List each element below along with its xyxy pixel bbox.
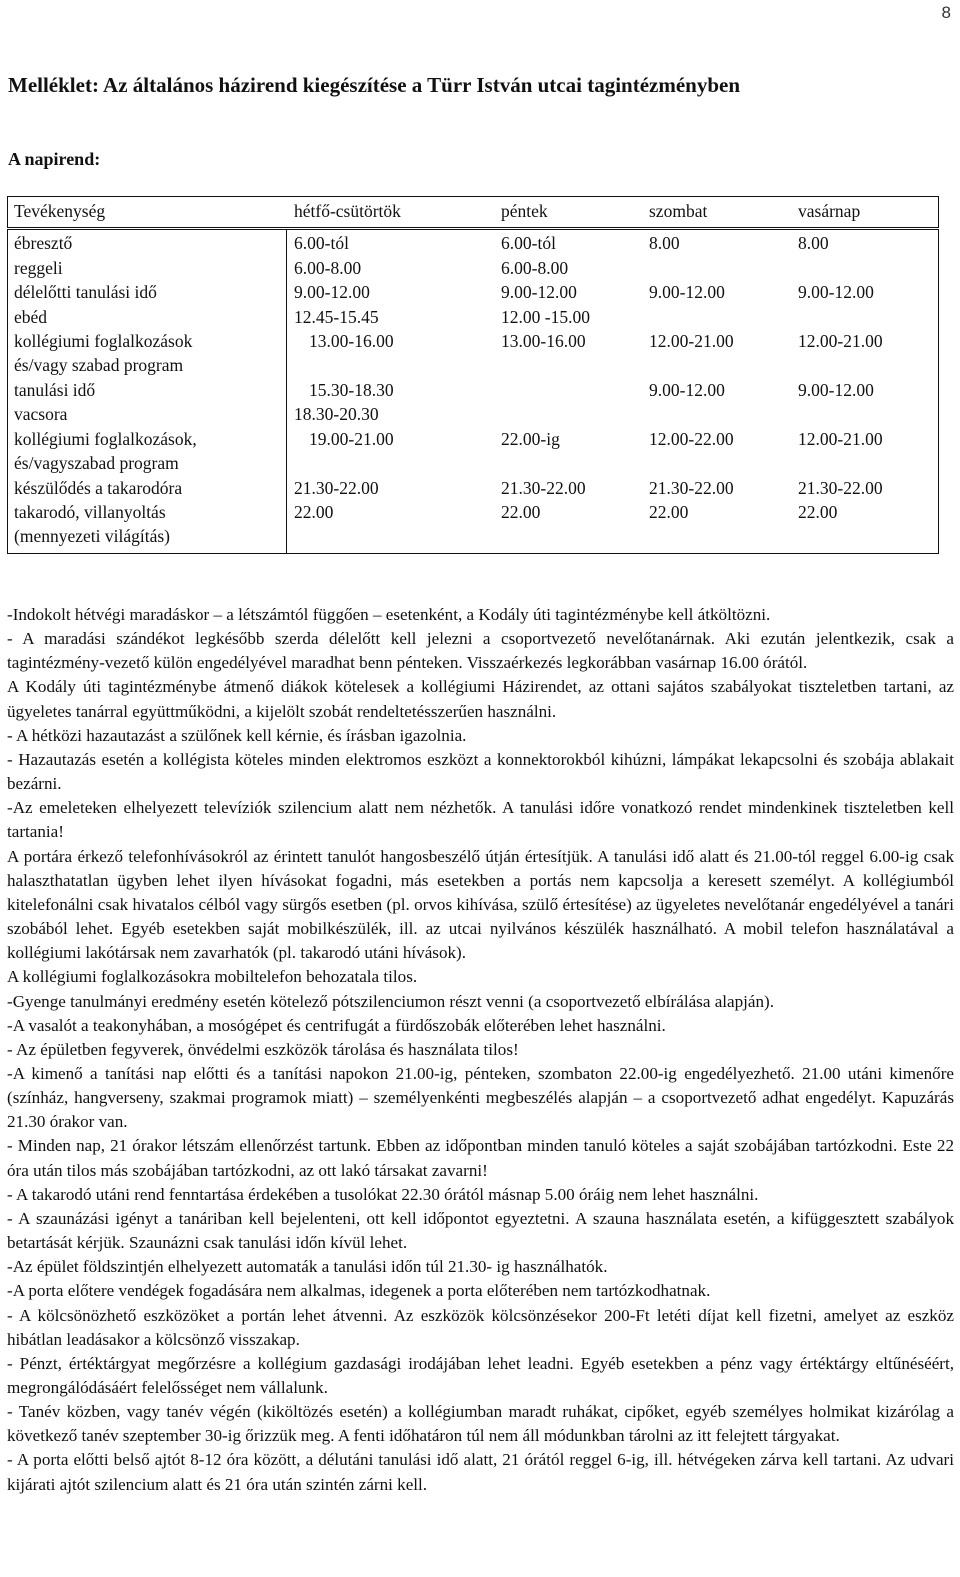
cell-saturday: 12.00-22.00 — [649, 429, 734, 449]
column-divider — [286, 230, 287, 553]
rule-paragraph: -Gyenge tanulmányi eredmény esetén kötelező pótszilenciumon részt venni (a csoportvezető elbírálása alapján). — [7, 991, 775, 1011]
rule-paragraph: - Pénzt, értéktárgyat megőrzésre a kollégium gazdasági irodájában lehet leadni. Egyéb esetekben a pénz vagy értéktárgy eltűnéséért, megrongálódásáért felelősséget nem vállalunk. — [7, 1353, 954, 1397]
rule-paragraph: A portára érkező telefonhívásokról az érintett tanulót hangosbeszélő útján értesítjük. A tanulási idő alatt és 21.00-tól reggel 6.00-ig csak halaszthatatlan ügyben lehet ilyen hívásokat fogadni, más esetekben a portás nem kapcsolja a keresett személyt. A kollégiumból kitelefonálni csak hivatalos célból vagy sürgős esetben (pl. orvos kihívása, szülő értesítése) az ügyeletes nevelőtanár engedélyével a tanári szobából lehet. Egyéb esetekben saját mobilkészülék, ill. az utcai nyilvános készülék használható. A mobil telefon használatával a kollégiumi lakótársak nem zavarhatók (pl. takarodó utáni hívások). — [7, 846, 954, 963]
rule-paragraph: A Kodály úti tagintézménybe átmenő diákok kötelesek a kollégiumi Házirendet, az ottani sajátos szabályokat tiszteletben tartani, az ügyeletes tanárral együttműködni, a kijelölt szobát rendeltetésszerűen használni. — [7, 677, 954, 721]
cell-activity: reggeli — [14, 258, 63, 278]
rule-paragraph: - Minden nap, 21 órakor létszám ellenőrzést tartunk. Ebben az időpontban minden tanuló köteles a saját szobájában tartózkodni. Este 22 óra után tilos más szobájában tartózkodni, az ott lakó társakat zavarni! — [7, 1136, 954, 1180]
cell-saturday: 9.00-12.00 — [649, 282, 725, 302]
cell-activity: készülődés a takarodóra — [14, 478, 183, 498]
schedule-body — [7, 229, 939, 554]
rule-paragraph: - Az épületben fegyverek, önvédelmi eszközök tárolása és használata tilos! — [7, 1039, 519, 1059]
rule-paragraph: -A kimenő a tanítási nap előtti és a tanítási napokon 21.00-ig, pénteken, szombaton 22.00-ig engedélyezhető. 21.00 utáni kimenőre (színház, hangverseny, szakmai programok miatt) – személyenkénti megbeszélés alapján – a csoportvezető adhat engedélyt. Kapuzárás 21.30 órakor van. — [7, 1063, 954, 1132]
schedule-table — [7, 196, 939, 546]
cell-friday: 21.30-22.00 — [501, 478, 586, 498]
rule-paragraph: - A hétközi hazautazást a szülőnek kell kérnie, és írásban igazolnia. — [7, 725, 467, 745]
header-mon-thu: hétfő-csütörtök — [294, 201, 401, 221]
cell-friday: 6.00-tól — [501, 233, 556, 253]
cell-sunday: 8.00 — [798, 233, 829, 253]
cell-friday: 6.00-8.00 — [501, 258, 569, 278]
rule-paragraph: - Hazautazás esetén a kollégista köteles minden elektromos eszközt a konnektorokból kihúzni, lámpákat lekapcsolni és szobája ablakait bezárni. — [7, 749, 954, 794]
rule-paragraph: -Indokolt hétvégi maradáskor – a létszámtól függően – esetenként, a Kodály úti tagintézménybe kell átköltözni. — [7, 605, 771, 624]
rules-text — [7, 603, 954, 1497]
cell-friday: 22.00 — [501, 502, 541, 522]
rule-paragraph: -A porta előtere vendégek fogadására nem alkalmas, idegenek a porta előterében nem tartózkodhatnak. — [7, 1281, 711, 1301]
cell-mon-thu: 13.00-16.00 — [309, 331, 394, 351]
cell-activity: takarodó, villanyoltás — [14, 502, 166, 522]
cell-mon-thu: 22.00 — [294, 502, 334, 522]
cell-mon-thu: 9.00-12.00 — [294, 282, 370, 302]
cell-friday: 22.00-ig — [501, 429, 560, 449]
page-number: 8 — [941, 3, 951, 22]
rule-paragraph: - A takarodó utáni rend fenntartása érdekében a tusolókat 22.30 órától másnap 5.00 óráig nem lehet használni. — [7, 1184, 759, 1204]
header-saturday: szombat — [649, 201, 708, 221]
cell-activity: és/vagy szabad program — [14, 355, 184, 375]
schedule-header-row — [7, 196, 939, 228]
cell-activity: ébresztő — [14, 233, 73, 253]
rule-paragraph: -A vasalót a teakonyhában, a mosógépet és centrifugát a fürdőszobák előterében lehet használni. — [7, 1015, 666, 1035]
cell-activity: tanulási idő — [14, 380, 96, 400]
cell-saturday: 22.00 — [649, 502, 689, 522]
rule-paragraph: - A szaunázási igényt a tanáriban kell bejelenteni, ott kell időpontot egyeztetni. A szauna használata esetén, a kifüggesztett szabályok betartását kérjük. Szaunázni csak tanulási időn kívül lehet. — [7, 1208, 954, 1253]
cell-friday: 12.00 -15.00 — [501, 307, 590, 327]
cell-activity: kollégiumi foglalkozások — [14, 331, 193, 351]
cell-sunday: 9.00-12.00 — [798, 380, 874, 400]
rule-paragraph: -Az emeleteken elhelyezett televíziók szilencium alatt nem nézhetők. A tanulási időre vonatkozó rendet mindenkinek tiszteletben kell tartania! — [7, 798, 954, 842]
rule-paragraph: A kollégiumi foglalkozásokra mobiltelefon behozatala tilos. — [7, 967, 418, 987]
cell-mon-thu: 6.00-tól — [294, 233, 349, 253]
cell-activity: (mennyezeti világítás) — [14, 526, 170, 546]
cell-activity: délelőtti tanulási idő — [14, 282, 157, 302]
cell-sunday: 12.00-21.00 — [798, 331, 883, 351]
cell-activity: és/vagyszabad program — [14, 453, 179, 473]
cell-activity: vacsora — [14, 404, 68, 424]
cell-saturday: 21.30-22.00 — [649, 478, 734, 498]
cell-saturday: 8.00 — [649, 233, 680, 253]
cell-mon-thu: 6.00-8.00 — [294, 258, 362, 278]
cell-friday: 9.00-12.00 — [501, 282, 577, 302]
cell-sunday: 12.00-21.00 — [798, 429, 883, 449]
cell-saturday: 9.00-12.00 — [649, 380, 725, 400]
rule-paragraph: - A porta előtti belső ajtót 8-12 óra között, a délutáni tanulási idő alatt, 21 órától reggel 6-ig, ill. hétvégeken zárva kell tartani. Az udvari kijárati ajtót szilencium alatt és 21 óra után szintén zárni kell. — [7, 1450, 954, 1494]
cell-sunday: 21.30-22.00 — [798, 478, 883, 498]
cell-sunday: 22.00 — [798, 502, 838, 522]
cell-mon-thu: 19.00-21.00 — [309, 429, 394, 449]
cell-activity: ebéd — [14, 307, 48, 327]
page-title: Melléklet: Az általános házirend kiegészítése a Türr István utcai tagintézményben — [8, 73, 741, 97]
cell-friday: 13.00-16.00 — [501, 331, 586, 351]
section-subtitle: A napirend: — [8, 149, 101, 169]
cell-mon-thu: 12.45-15.45 — [294, 307, 379, 327]
rule-paragraph: - A kölcsönözhető eszközöket a portán lehet átvenni. Az eszközök kölcsönzésekor 200-Ft letéti díjat kell fizetni, amelyet az eszköz hibátlan leadásakor a kölcsönző visszakap. — [7, 1305, 954, 1349]
rule-paragraph: -Az épület földszintjén elhelyezett automaták a tanulási időn túl 21.30- ig használhatók. — [7, 1257, 608, 1277]
cell-saturday: 12.00-21.00 — [649, 331, 734, 351]
cell-activity: kollégiumi foglalkozások, — [14, 429, 197, 449]
cell-mon-thu: 15.30-18.30 — [309, 380, 394, 400]
rule-paragraph: - Tanév közben, vagy tanév végén (kiköltözés esetén) a kollégiumban maradt ruhákat, cipőket, egyéb személyes holmikat kizárólag a következő tanév szeptember 30-ig őrizzük meg. A fenti időhatáron túl nem áll módunkban tárolni az itt felejtett tárgyakat. — [7, 1402, 954, 1446]
rule-paragraph: - A maradási szándékot legkésőbb szerda délelőtt kell jelezni a csoportvezető nevelőtanárnak. Aki ezután jelentkezik, csak a tagintézmény-vezető külön engedélyével maradhat benn pénteken. Visszaérkezés legkorábban vasárnap 16.00 órától. — [7, 629, 954, 673]
header-activity: Tevékenység — [14, 201, 106, 221]
header-friday: péntek — [501, 201, 548, 221]
cell-sunday: 9.00-12.00 — [798, 282, 874, 302]
cell-mon-thu: 18.30-20.30 — [294, 404, 379, 424]
header-sunday: vasárnap — [798, 201, 861, 221]
cell-mon-thu: 21.30-22.00 — [294, 478, 379, 498]
